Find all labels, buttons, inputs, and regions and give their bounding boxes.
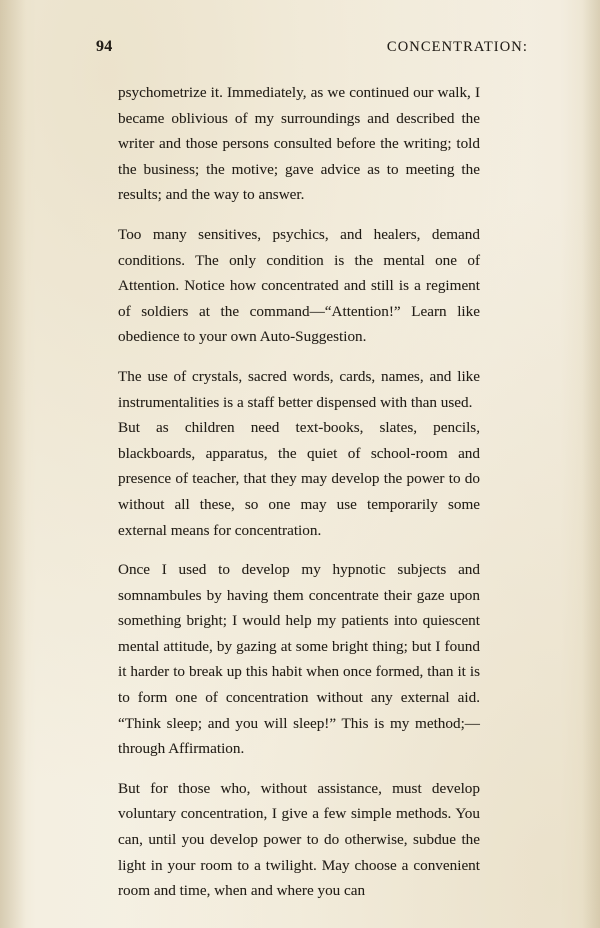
running-head: CONCENTRATION: <box>386 39 528 55</box>
paragraph: Once I used to develop my hypnotic subjects and somnambules by having them concentrate their gaze upon something bright; I would help my patients into quiescent mental attitude, by gazing at some bright thing; but I found it harder to break up this habit when once formed, than it is to form one of concentration without any external aid. “Think sleep; and you will sleep!” This is my method;—through Affirmation. <box>118 561 480 758</box>
page-header <box>96 38 528 56</box>
paragraph: But as children need text-books, slates, pencils, blackboards, apparatus, the quiet of school-room and presence of teacher, that they may develop the power to do without all these, so one may use temporarily some external means for concentration. <box>118 419 480 539</box>
paragraph: psychometrize it. Immediately, as we continued our walk, I became oblivious of my surroundings and described the writer and those persons consulted before the writing; told the business; the motive; gave advice as to meeting the results; and the way to answer. <box>118 84 480 204</box>
paragraph: The use of crystals, sacred words, cards, names, and like instrumentalities is a staff better dispensed with than used. <box>118 367 480 411</box>
page-body <box>118 80 480 904</box>
paragraph: But for those who, without assistance, must develop voluntary concentration, I give a few simple methods. You can, until you develop power to do otherwise, subdue the light in your room to a twilight. May choose a convenient room and time, when and where you can <box>118 779 480 900</box>
paragraph: Too many sensitives, psychics, and healers, demand conditions. The only condition is the mental one of Attention. Notice how concentrated and still is a regiment of soldiers at the command—“Attention!” Learn like obedience to your own Auto-Suggestion. <box>118 225 480 346</box>
page-number: 94 <box>96 38 113 55</box>
